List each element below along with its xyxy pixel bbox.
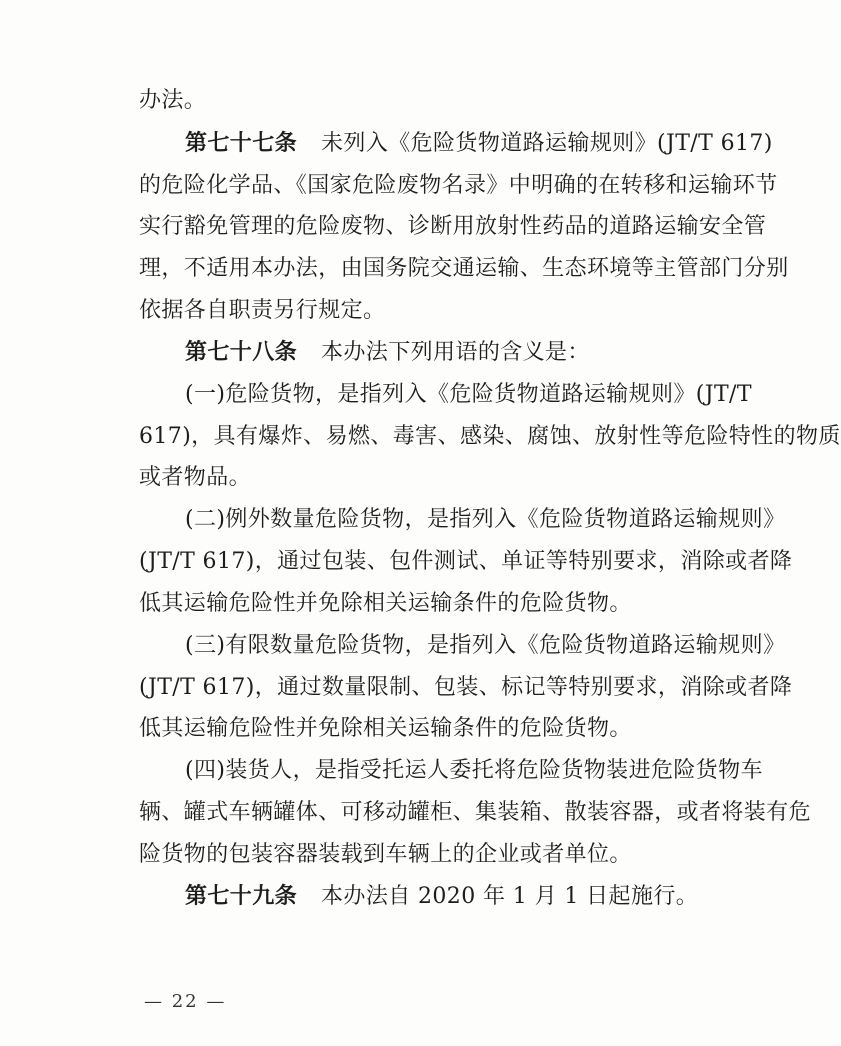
text-line: 617)，具有爆炸、易燃、毒害、感染、腐蚀、放射性等危险特性的物质 (139, 424, 841, 449)
text-line: 理，不适用本办法，由国务院交通运输、生态环境等主管部门分别 (139, 256, 789, 281)
article-78-line: 第七十八条 本办法下列用语的含义是： (185, 340, 590, 365)
text-line: (四)装货人，是指受托运人委托将危险货物装进危险货物车 (185, 758, 763, 783)
text-line: 辆、罐式车辆罐体、可移动罐柜、集装箱、散装容器，或者将装有危 (139, 800, 812, 825)
article-77-line: 第七十七条 未列入《危险货物道路运输规则》(JT/T 617) (185, 131, 773, 156)
text-line: 实行豁免管理的危险废物、诊断用放射性药品的道路运输安全管 (139, 214, 767, 239)
text-line: 依据各自职责另行规定。 (139, 298, 386, 323)
text-line: 低其运输危险性并免除相关运输条件的危险货物。 (139, 591, 632, 616)
article-heading: 第七十九条 (185, 884, 298, 909)
article-79-line: 第七十九条 本办法自 2020 年 1 月 1 日起施行。 (185, 884, 699, 909)
article-heading: 第七十八条 (185, 340, 298, 365)
text-line: (二)例外数量危险货物，是指列入《危险货物道路运输规则》 (185, 507, 786, 532)
text-line: 的危险化学品、《国家危险废物名录》中明确的在转移和运输环节 (139, 173, 778, 198)
text-line: 办法。 (139, 88, 207, 113)
text-line: 险货物的包装容器装载到车辆上的企业或者单位。 (139, 842, 632, 867)
text-line: 或者物品。 (139, 465, 252, 490)
text-line: (JT/T 617)，通过包装、包件测试、单证等特别要求，消除或者降 (139, 549, 793, 574)
text-line: (三)有限数量危险货物，是指列入《危险货物道路运输规则》 (185, 633, 786, 658)
page-number: — 22 — (144, 991, 227, 1012)
text-line: (JT/T 617)，通过数量限制、包装、标记等特别要求，消除或者降 (139, 675, 793, 700)
text-line: (一)危险货物，是指列入《危险货物道路运输规则》(JT/T (185, 382, 752, 407)
text-line: 低其运输危险性并免除相关运输条件的危险货物。 (139, 716, 632, 741)
article-heading: 第七十七条 (185, 131, 298, 156)
